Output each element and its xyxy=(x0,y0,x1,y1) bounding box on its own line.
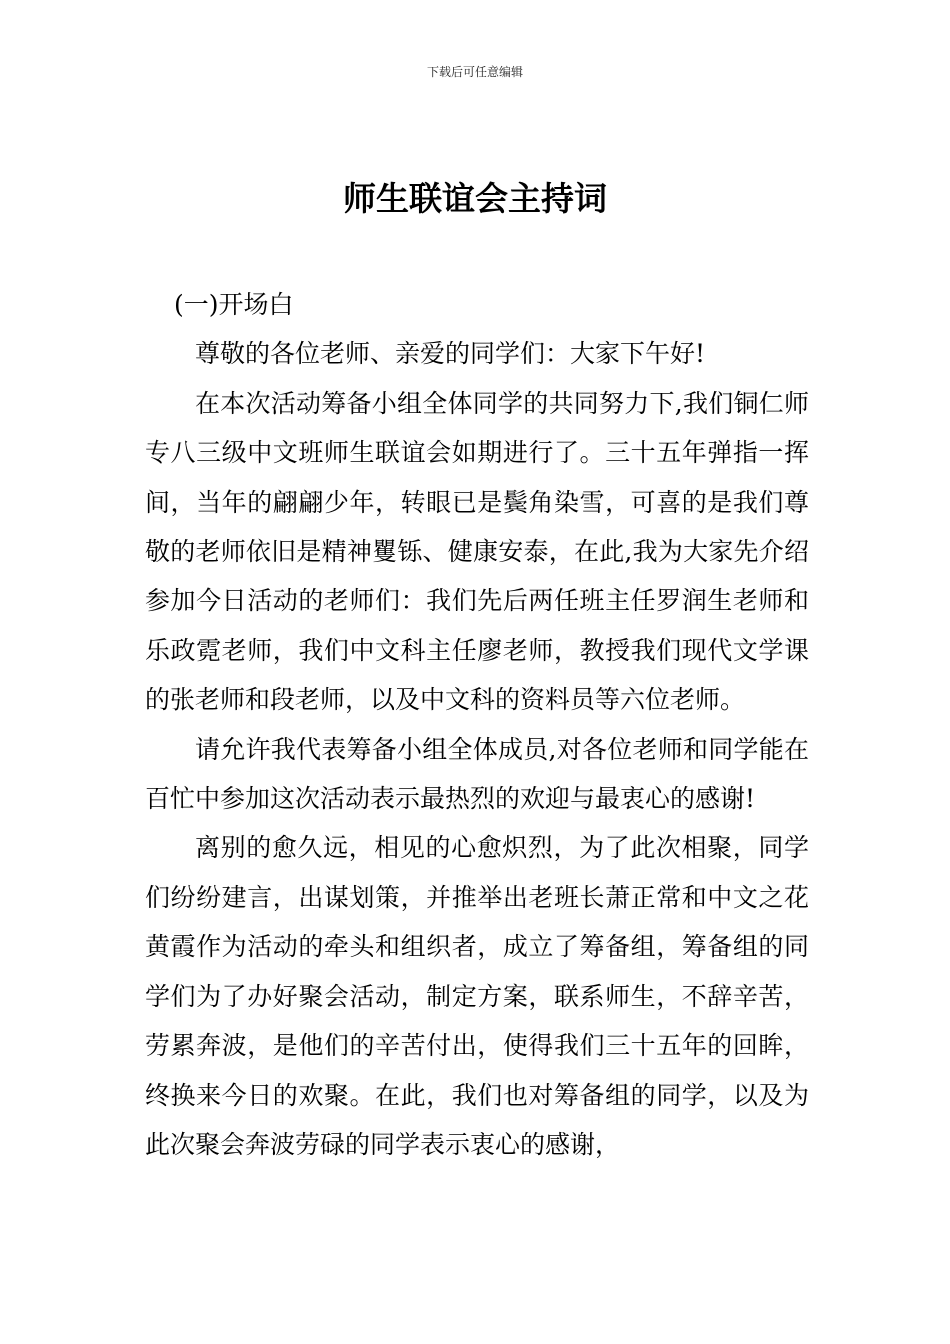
thanks-paragraph: 离别的愈久远，相见的心愈炽烈，为了此次相聚，同学们纷纷建言，出谋划策，并推举出老班长萧正常和中文之花黄霞作为活动的牵头和组织者，成立了筹备组，筹备组的同学们为了办好聚会活动，制定方案，联系师生，不辞辛苦，劳累奔波，是他们的辛苦付出，使得我们三十五年的回眸，终换来今日的欢聚。在此，我们也对筹备组的同学，以及为此次聚会奔波劳碌的同学表示衷心的感谢， xyxy=(145,833,809,1159)
introduction-paragraph: 在本次活动筹备小组全体同学的共同努力下,我们铜仁师专八三级中文班师生联谊会如期进行了。三十五年弹指一挥间，当年的翩翩少年，转眼已是鬓角染雪，可喜的是我们尊敬的老师依旧是精神矍铄、健康安泰，在此,我为大家先介绍参加今日活动的老师们：我们先后两任班主任罗润生老师和乐政霓老师，我们中文科主任廖老师，教授我们现代文学课的张老师和段老师，以及中文科的资料员等六位老师。 xyxy=(145,388,809,715)
document-body xyxy=(145,280,809,1169)
greeting-paragraph: 尊敬的各位老师、亲爱的同学们：大家下午好! xyxy=(195,339,706,369)
section-heading: (一)开场白 xyxy=(174,290,294,319)
header-note: 下载后可任意编辑 xyxy=(426,65,523,79)
document-title: 师生联谊会主持词 xyxy=(343,179,607,218)
welcome-paragraph: 请允许我代表筹备小组全体成员,对各位老师和同学能在百忙中参加这次活动表示最热烈的欢迎与最衷心的感谢! xyxy=(145,734,809,814)
